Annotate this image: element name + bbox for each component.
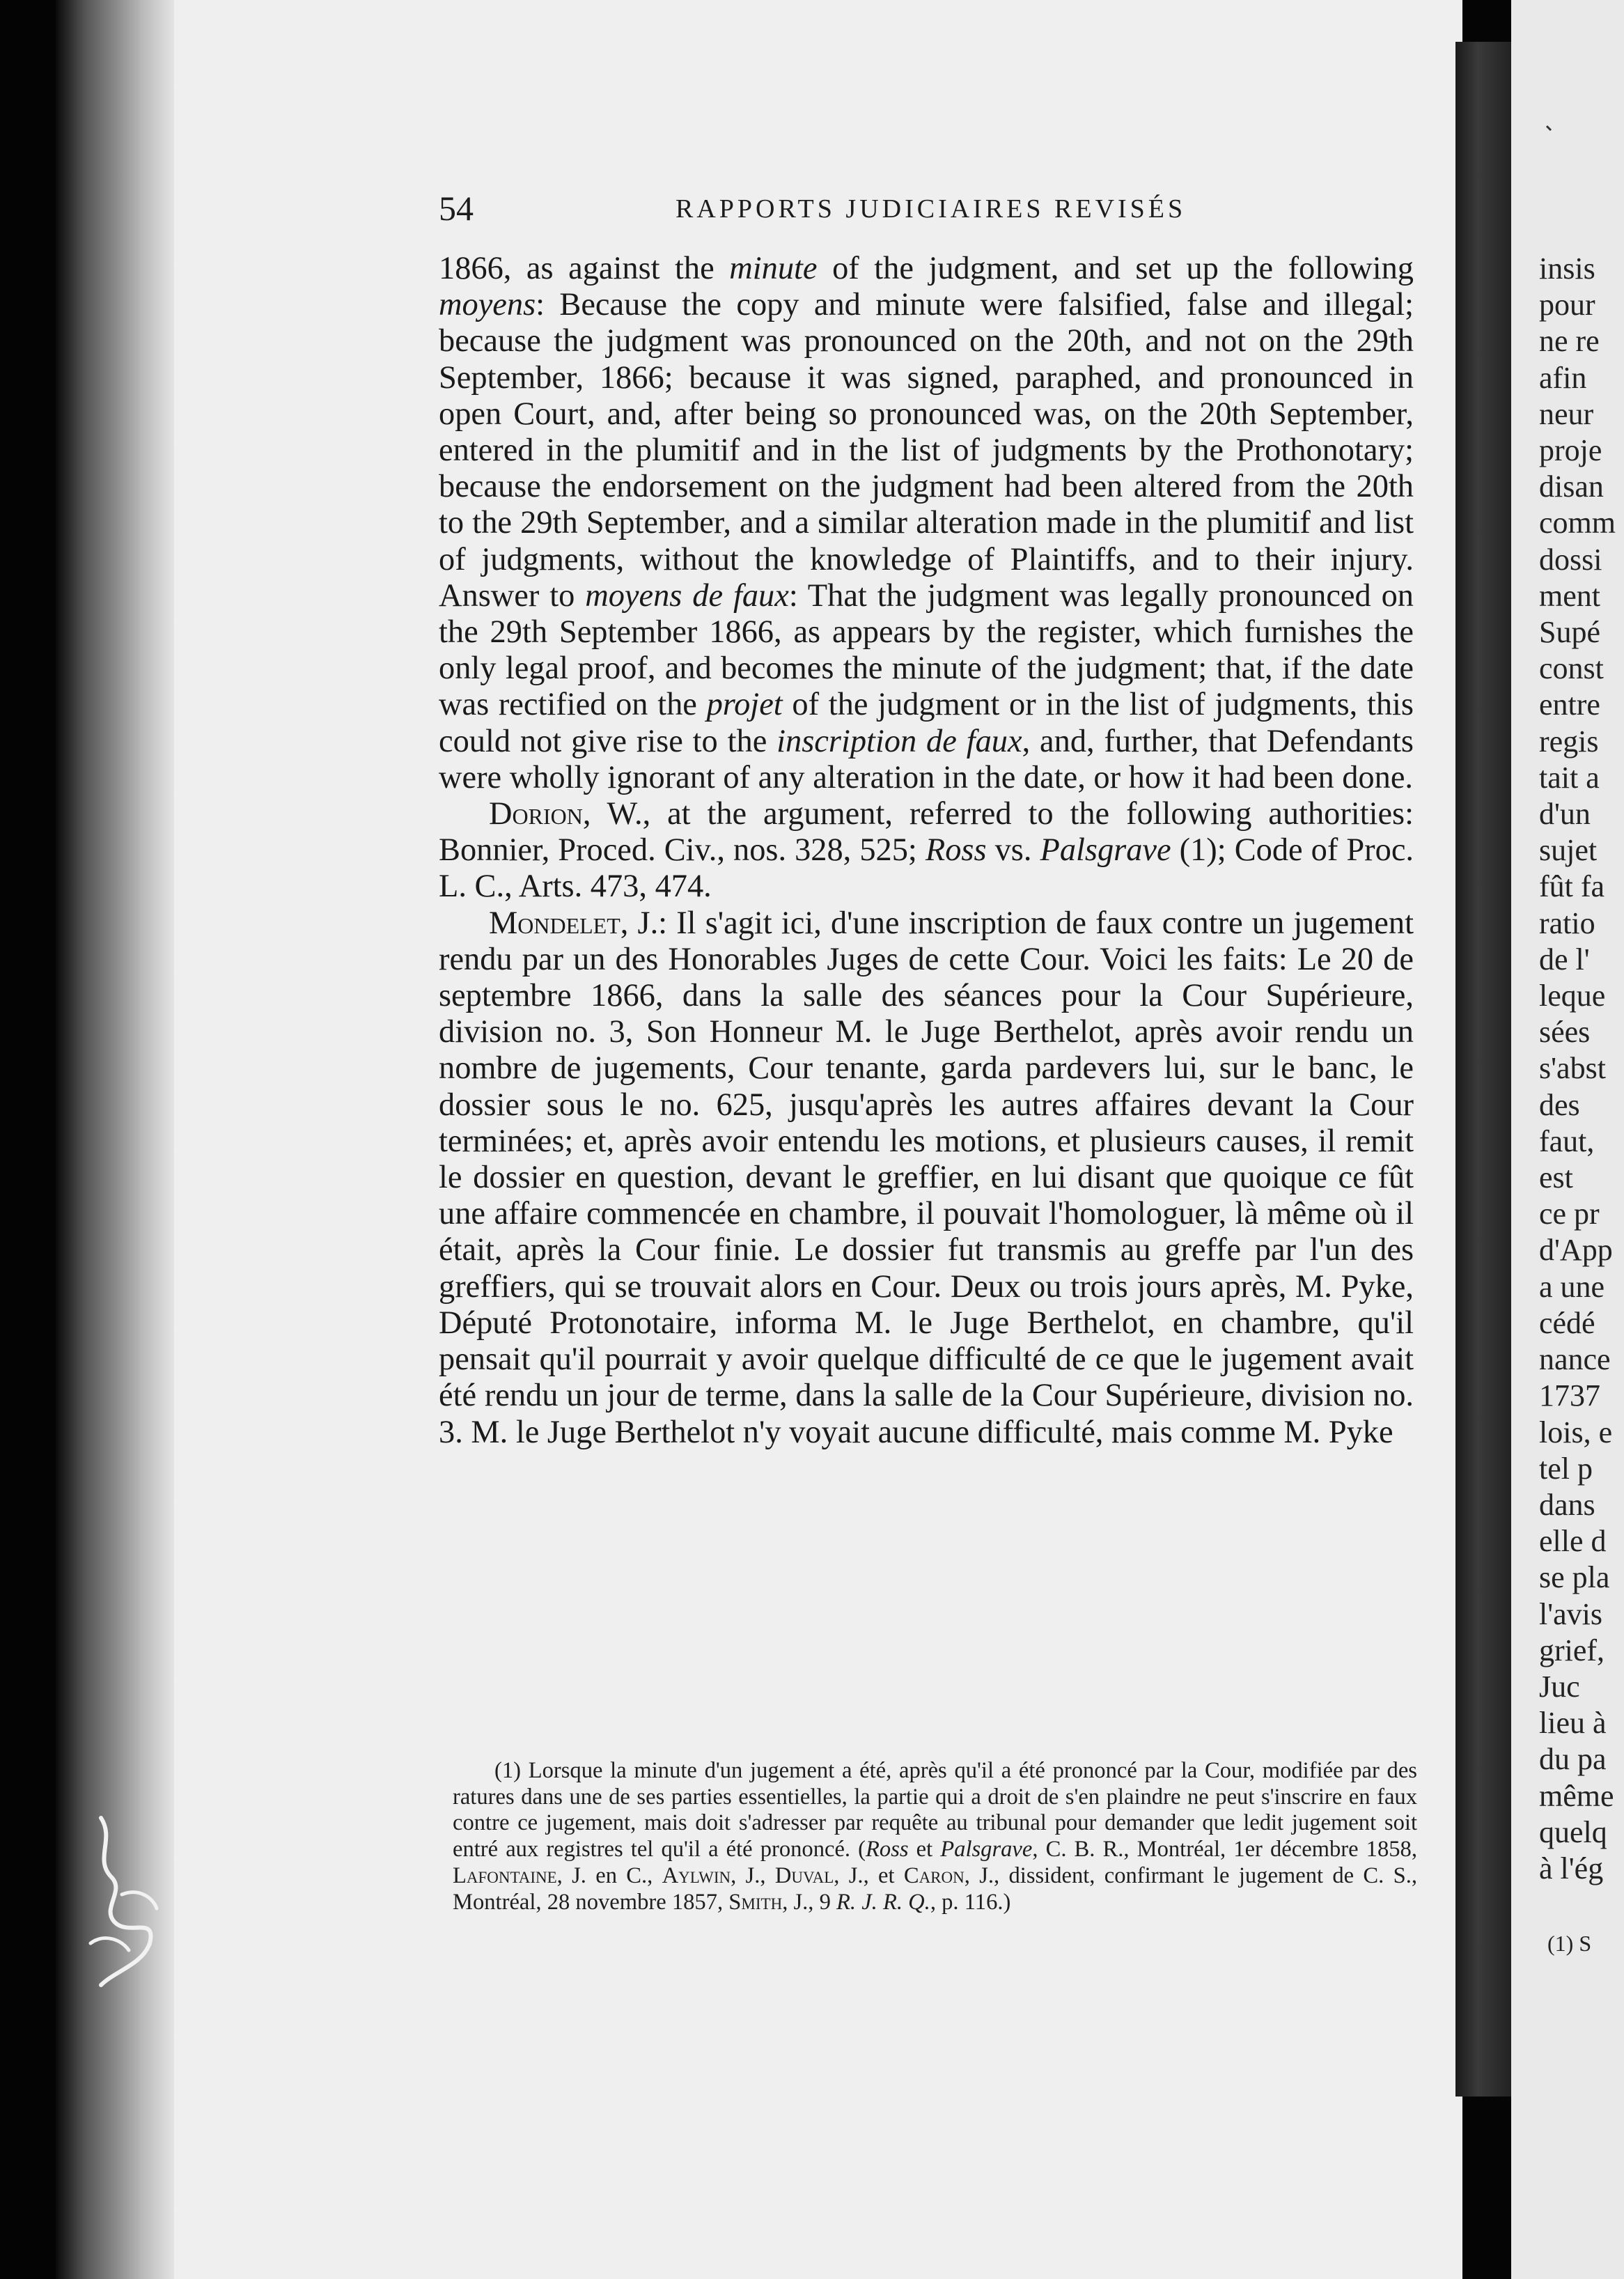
text-run: , J.: Il s'agit ici, d'une inscription de faux contre un jugement rendu par un des Honorables Juges de cette Cour. Voici les faits: Le 20 de septembre 1866, dans la salle des séances pour la Cour Supérieure, division no. 3, Son Honneur M. le Juge Berthelot, après avoir rendu un nombre de jugements, Cour tenante, garda pardevers lui, sur le banc, le dossier sous le no. 625, jusqu'après les autres affaires devant la Cour terminées; et, après avoir entendu les motions, et plusieurs causes, il remit le dossier en question, devant le greffier, en lui disant que quoique ce fût une affaire commencée en chambre, il pouvait l'homologuer, là même où il était, après la Cour finie. Le dossier fut transmis au greffe par l'un des greffiers, qui se trouvait alors en Cour. Deux ou trois jours après, M. Pyke, Député Protonotaire, informa M. le Juge Berthelot, en chambre, qu'il pensait qu'il pourrait y avoir quelque difficulté de ce que le jugement avait été rendu un jour de terme, dans la salle de la Cour Supérieure, division no. 3. M. le Juge Berthelot n'y voyait aucune difficulté, mais comme M. Pyke <box>439 905 1414 1450</box>
adjacent-page-line: ratio <box>1539 905 1595 940</box>
text-run: , J., et <box>834 1862 904 1888</box>
adjacent-page-line: des <box>1539 1087 1580 1122</box>
adjacent-page-line: quelq <box>1539 1814 1607 1849</box>
page-header <box>439 188 1414 230</box>
adjacent-page-line: comm <box>1539 506 1616 540</box>
italic-text: moyens de faux <box>585 577 789 614</box>
text-run: (1); Code of Proc. L. C., Arts. 473, 474. <box>439 832 1414 905</box>
text-run: , p. 116.) <box>930 1889 1011 1915</box>
text-run: , J. en C., <box>556 1862 662 1888</box>
italic-text: R. J. R. Q. <box>836 1889 930 1915</box>
adjacent-page-line: ce pr <box>1539 1197 1600 1231</box>
adjacent-page-line: Supé <box>1539 615 1600 650</box>
adjacent-page-line: Juc <box>1539 1669 1580 1704</box>
text-run: , C. B. R., Montréal, 1er décembre 1858, <box>1032 1837 1417 1862</box>
text-run: (1) Lorsque la minute d'un jugement a été, après qu'il a été prononcé par la Cour, modifiée par des ratures dans une de ses parties essentielles, la partie qui a droit de s'en plaindre ne peut s'inscrire en faux contre ce jugement, mais doit s'adresser par requête au tribunal pour demander que ledit jugement soit entré aux registres tel qu'il a été prononcé. ( <box>453 1758 1417 1862</box>
page-number: 54 <box>439 189 474 228</box>
text-run: of the judgment, and set up the following <box>817 251 1414 286</box>
adjacent-page-line: 1737 <box>1539 1378 1600 1413</box>
italic-text: Ross <box>925 832 987 869</box>
italic-text: Palsgrave <box>1040 832 1171 869</box>
small-caps-name: Smith <box>728 1889 783 1915</box>
adjacent-page-line: fût fa <box>1539 869 1605 904</box>
adjacent-page-line: faut, <box>1539 1123 1595 1158</box>
adjacent-page-line: a une <box>1539 1269 1605 1304</box>
adjacent-page-line: grief, <box>1539 1633 1605 1667</box>
small-caps-name: Dorion <box>489 796 583 832</box>
adjacent-page-line: sées <box>1539 1015 1591 1050</box>
adjacent-page-line: afin <box>1539 360 1587 395</box>
adjacent-page-line: lieu à <box>1539 1706 1607 1741</box>
text-run: of the judgment or in the list of judgments, this could not give rise to the <box>439 687 1414 759</box>
text-run: : Because the copy and minute were falsified, false and illegal; because the judgment was pronounced on the 20th, and not on the 29th September, 1866; because it was signed, paraphed, and pronounced in open Court, and, after being so pronounced was, on the 20th September, entered in the plumitif and in the list of judgments by the Prothonotary; because the endorsement on the judgment had been altered from the 20th to the 29th September, and a similar alteration made in the plumitif and list of judgments, without the knowledge of Plaintiffs, and to their injury. Answer to <box>439 287 1414 614</box>
adjacent-page-line: d'App <box>1539 1233 1613 1268</box>
text-run: , J., dissident, confirmant le jugement de C. S., Montréal, 28 novembre 1857, <box>453 1862 1417 1915</box>
adjacent-page-line: est <box>1539 1160 1573 1195</box>
adjacent-page-line: à l'ég <box>1539 1851 1604 1885</box>
adjacent-page-line: ment <box>1539 578 1600 613</box>
small-caps-name: Mondelet <box>489 905 620 941</box>
italic-text: moyens <box>439 287 536 323</box>
italic-text: inscription de faux <box>776 723 1022 759</box>
adjacent-page-line: proje <box>1539 433 1602 468</box>
italic-text: Palsgrave <box>940 1837 1033 1862</box>
adjacent-page-footnote: (1) S <box>1547 1931 1592 1956</box>
small-caps-name: Duval <box>774 1862 834 1888</box>
adjacent-page-line: leque <box>1539 979 1606 1013</box>
margin-handwriting-mark <box>73 1811 185 1992</box>
italic-text: Ross <box>866 1837 909 1862</box>
adjacent-page-line: dans <box>1539 1487 1595 1522</box>
adjacent-page-line: regis <box>1539 724 1599 759</box>
adjacent-page-text <box>1539 251 1624 1887</box>
margin-tick-mark <box>1545 124 1554 134</box>
small-caps-name: Caron <box>903 1862 965 1888</box>
adjacent-page-line: du pa <box>1539 1742 1607 1777</box>
text-run: vs. <box>986 832 1040 869</box>
adjacent-page-line: insis <box>1539 251 1595 286</box>
adjacent-page-line: const <box>1539 651 1604 686</box>
adjacent-page-line: de l' <box>1539 942 1590 977</box>
adjacent-page-line: cédé <box>1539 1305 1595 1340</box>
small-caps-name: Aylwin <box>662 1862 731 1888</box>
adjacent-page-line: entre <box>1539 687 1600 722</box>
text-run: , and, further, that Defendants were wholly ignorant of any alteration in the date, or how it had been done. <box>439 723 1414 795</box>
scan-border <box>0 0 56 2279</box>
adjacent-page-line: nance <box>1539 1342 1611 1377</box>
adjacent-page-line: d'un <box>1539 797 1591 832</box>
small-caps-name: Lafontaine <box>453 1862 557 1888</box>
main-text <box>439 251 1414 1451</box>
adjacent-page-line: sujet <box>1539 833 1598 868</box>
text-run: : That the judgment was legally pronounced on the 29th September 1866, as appears by the register, which furnishes the only legal proof, and becomes the minute of the judgment; that, if the date was rectified on the <box>439 577 1414 723</box>
adjacent-page-line: se pla <box>1539 1560 1610 1595</box>
adjacent-page-line: même <box>1539 1778 1614 1813</box>
text-run: , W., at the argument, referred to the following authorities: Bonnier, Proced. Civ., nos. 328, 525; <box>439 796 1414 869</box>
adjacent-page-line: tel p <box>1539 1451 1593 1486</box>
adjacent-page-line: s'abst <box>1539 1051 1606 1086</box>
adjacent-page-line: tait a <box>1539 760 1600 795</box>
italic-text: minute <box>729 251 818 286</box>
adjacent-page-line: lois, e <box>1539 1415 1613 1449</box>
text-run: 1866, as against the <box>439 251 730 286</box>
paragraph-dorion-authorities <box>439 796 1414 905</box>
paragraph-pleadings <box>439 251 1414 796</box>
paragraph-mondelet-opinion <box>439 905 1414 1451</box>
text-run: et <box>908 1837 941 1862</box>
adjacent-page-line: elle d <box>1539 1524 1607 1559</box>
adjacent-page-line: ne re <box>1539 324 1600 359</box>
adjacent-page-line: neur <box>1539 396 1594 431</box>
running-title: RAPPORTS JUDICIAIRES REVISÉS <box>676 194 1187 224</box>
text-run: , J., 9 <box>782 1889 837 1915</box>
adjacent-page-line: dossi <box>1539 542 1602 577</box>
page-fold-shadow <box>1455 42 1511 2097</box>
adjacent-page-line: disan <box>1539 469 1604 504</box>
adjacent-page-line: pour <box>1539 288 1595 322</box>
footnote-1 <box>453 1758 1417 1915</box>
text-run: , J., <box>731 1862 775 1888</box>
italic-text: projet <box>706 687 783 723</box>
adjacent-page-line: l'avis <box>1539 1596 1603 1631</box>
